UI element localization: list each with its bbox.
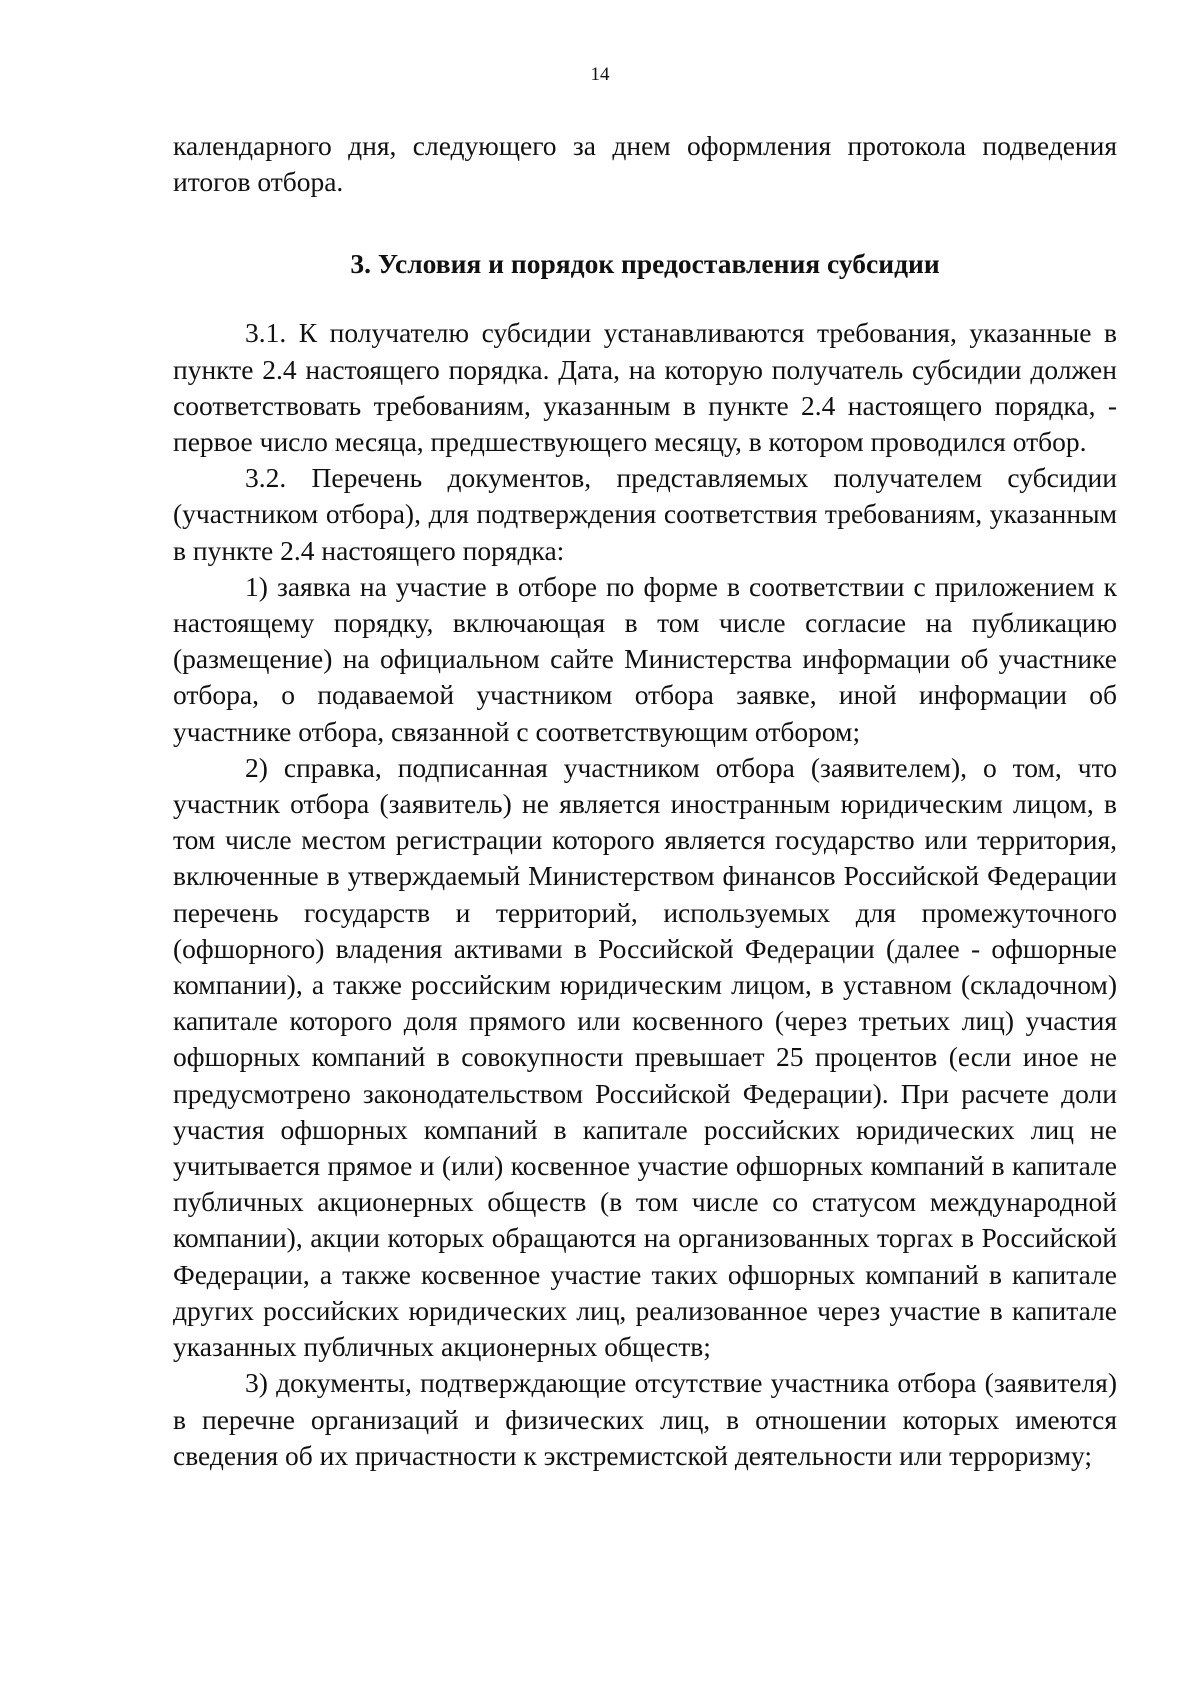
- list-item-3: 3) документы, подтверждающие отсутствие участника отбора (заявителя) в перечне организаций и физических лиц, в отношении которых имеются сведения об их причастности к экстремистской деятельности или терроризму;: [173, 1367, 1117, 1471]
- list-item-1: 1) заявка на участие в отборе по форме в соответствии с приложением к настоящему порядку, включающая в том числе согласие на публикацию (размещение) на официальном сайте Министерства информации об участнике отбора, о подаваемой участником отбора заявке, иной информации об участнике отбора, связанной с соответствующим отбором;: [173, 570, 1117, 747]
- paragraph-continuation: календарного дня, следующего за днем оформления протокола подведения итогов отбора.: [173, 130, 1117, 198]
- section-heading: 3. Условия и порядок предоставления субсидии: [350, 248, 940, 280]
- paragraph-3-2: 3.2. Перечень документов, представляемых получателем субсидии (участником отбора), для подтверждения соответствия требованиям, указанным в пункте 2.4 настоящего порядка:: [173, 462, 1117, 566]
- list-item-2: 2) справка, подписанная участником отбора (заявителем), о том, что участник отбора (заявитель) не является иностранным юридическим лицом, в том числе местом регистрации которого является государство или территория, включенные в утверждаемый Министерством финансов Российской Федерации перечень государств и территорий, используемых для промежуточного (офшорного) владения активами в Российской Федерации (далее - офшорные компании), а также российским юридическим лицом, в уставном (складочном) капитале которого доля прямого или косвенного (через третьих лиц) участия офшорных компаний в совокупности превышает 25 процентов (если иное не предусмотрено законодательством Российской Федерации). При расчете доли участия офшорных компаний в капитале российских юридических лиц не учитывается прямое и (или) косвенное участие офшорных компаний в капитале публичных акционерных обществ (в том числе со статусом международной компании), акции которых обращаются на организованных торгах в Российской Федерации, а также косвенное участие таких офшорных компаний в капитале других российских юридических лиц, реализованное через участие в капитале указанных публичных акционерных обществ;: [173, 751, 1117, 1363]
- paragraph-3-1: 3.1. К получателю субсидии устанавливаются требования, указанные в пункте 2.4 настоящего порядка. Дата, на которую получатель субсидии должен соответствовать требованиям, указанным в пункте 2.4 настоящего порядка, - первое число месяца, предшествующего месяцу, в котором проводился отбор.: [173, 317, 1117, 458]
- page-number: 14: [590, 64, 610, 85]
- document-body: [173, 128, 1117, 1474]
